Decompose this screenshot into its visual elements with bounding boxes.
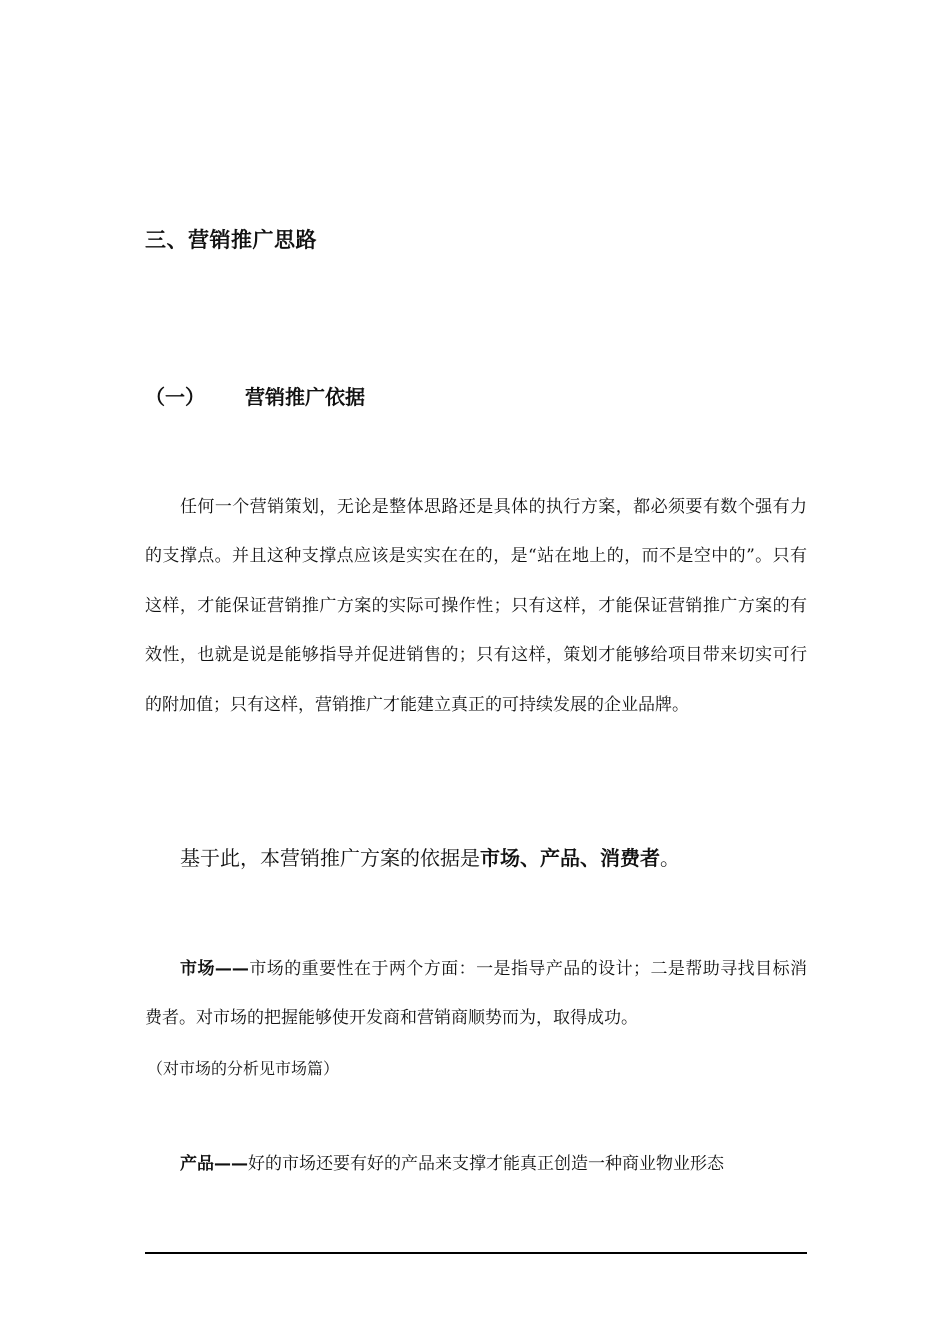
section-heading: 三、营销推广思路 bbox=[145, 228, 317, 252]
basis-prefix: 基于此，本营销推广方案的依据是 bbox=[180, 846, 480, 870]
product-paragraph bbox=[145, 1140, 807, 1189]
basis-paragraph bbox=[145, 838, 807, 878]
subsection-heading bbox=[145, 381, 365, 410]
product-label: 产品—— bbox=[180, 1154, 248, 1174]
market-note: （对市场的分析见市场篇） bbox=[147, 1059, 340, 1078]
intro-paragraph: 任何一个营销策划，无论是整体思路还是具体的执行方案，都必须要有数个强有力的支撑点。并且这种支撑点应该是实实在在的，是“站在地上的，而不是空中的”。只有这样，才能保证营销推广方案的实际可操作性；只有这样，才能保证营销推广方案的有效性，也就是说是能够指导并促进销售的；只有这样，策划才能够给项目带来切实可行的附加值；只有这样，营销推广才能建立真正的可持续发展的企业品牌。 bbox=[145, 497, 807, 715]
market-paragraph bbox=[145, 945, 807, 1044]
product-text: 好的市场还要有好的产品来支撑才能真正创造一种商业物业形态 bbox=[248, 1154, 724, 1174]
subsection-number: （一） bbox=[145, 385, 205, 409]
subsection-title: 营销推广依据 bbox=[245, 385, 365, 409]
basis-suffix: 。 bbox=[660, 846, 680, 870]
basis-keywords: 市场、产品、消费者 bbox=[480, 846, 660, 870]
footer-divider bbox=[145, 1252, 807, 1254]
market-text: 市场的重要性在于两个方面：一是指导产品的设计；二是帮助寻找目标消费者。对市场的把握能够使开发商和营销商顺势而为，取得成功。 bbox=[145, 959, 808, 1029]
market-label: 市场—— bbox=[180, 959, 249, 979]
